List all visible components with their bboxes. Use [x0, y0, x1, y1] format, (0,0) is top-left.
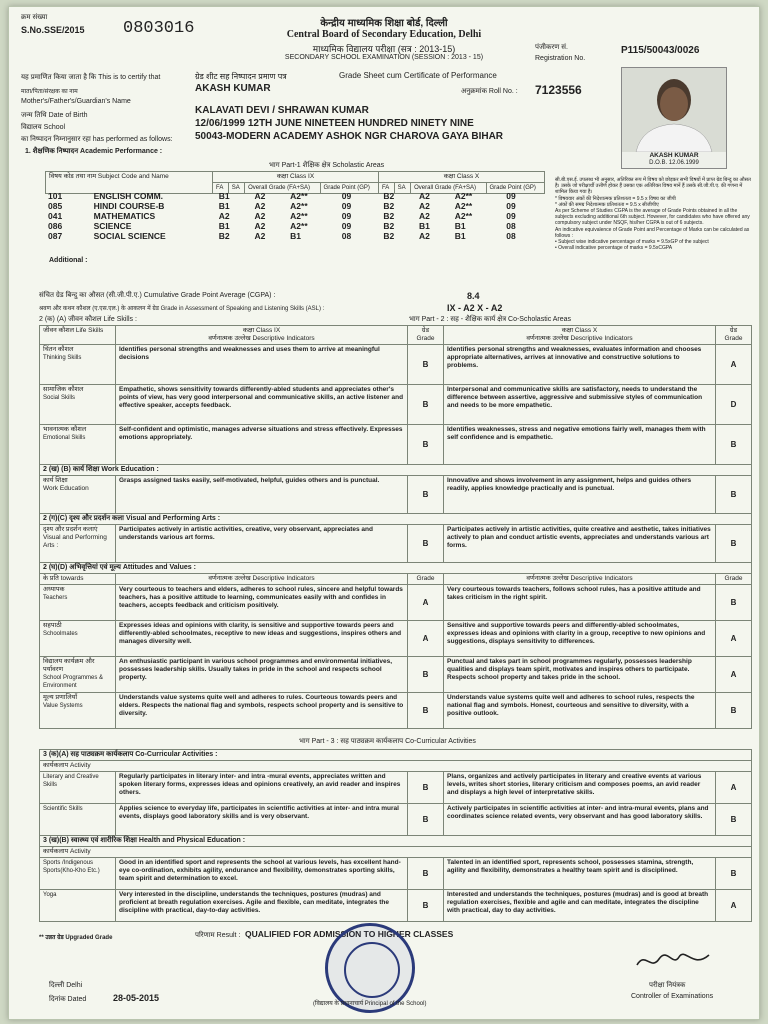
attitude-row-label: [40, 657, 116, 693]
overall10: A2**: [454, 191, 473, 201]
gp10-header: Grade Point (GP): [486, 183, 544, 194]
class9-label: कक्षा Class IX: [242, 327, 281, 334]
certify-line: यह प्रमाणित किया जाता है कि This is to certify that: [21, 74, 161, 81]
academic-section-title: 1. शैक्षणिक निष्पादन Academic Performance :: [25, 148, 163, 155]
overall9: B1: [290, 231, 302, 241]
towards-header: के प्रति towards: [40, 574, 116, 585]
health-row: [40, 858, 752, 890]
attitude-row-grade9: B: [408, 657, 444, 693]
controller-title: Controller of Examinations: [631, 993, 714, 1000]
co-curricular-table: [39, 749, 752, 922]
gp9: 08: [341, 231, 352, 241]
place: दिल्ली Delhi: [49, 982, 83, 989]
overall10: A2**: [454, 211, 473, 221]
life-skill-row-desc9: Empathetic, shows sensitivity towards differently-abled students and appreciates other's points of view, has very good interpersonal and communicative skills, an active listener and effective speaker, accepts feedback.: [116, 385, 408, 425]
work-desc10: Innovative and shows involvement in any assignment, helps and guides others readily, applies knowledge practically and is punctual.: [444, 476, 716, 514]
health-row-desc10: Interested and understands the techniques, postures (mudras) and is good at breath regulation exercises, flexible and agile and can meditate, integrates the discipline with practical, day to day activities.: [444, 890, 716, 922]
life-skills-col-header: जीवन कौशल Life Skills: [40, 326, 116, 345]
photo-name: AKASH KUMAR: [649, 152, 699, 159]
roll-label: अनुक्रमांक Roll No. :: [461, 88, 518, 95]
sa9: A2: [254, 231, 266, 241]
co-curricular-row-desc10: Actively participates in scientific activities at inter- and intra-mural events, plans and coordinates science related events, very observant and has good laboratory skills.: [444, 804, 716, 836]
subject-row: [45, 231, 545, 241]
co-curricular-row-label: [40, 772, 116, 804]
health-row-label: [40, 890, 116, 922]
work-desc9: Grasps assigned tasks easily, self-motivated, helpful, guides others and is punctual.: [116, 476, 408, 514]
attitude-row-desc9: Understands value systems quite well and adheres to rules. Courteous towards peers and elders. Respects the national flag and symbols, respects school property and is sensitive to diversity.: [116, 693, 408, 729]
life-skill-row-label-en: Thinking Skills: [43, 355, 82, 361]
grade9-hi: ग्रेड: [421, 327, 430, 334]
upgraded-note: ** उन्नत ग्रेड Upgraded Grade: [39, 935, 113, 941]
attitude-row: [40, 585, 752, 621]
life-skill-row-label-hi: सामाजिक कौशल: [43, 386, 84, 393]
co-curricular-row-grade10: A: [716, 772, 752, 804]
grade10-header: [716, 326, 752, 345]
sa10: A2: [419, 191, 430, 201]
subject-code: 087: [48, 231, 63, 241]
class9-header: कक्षा Class IX: [213, 172, 379, 183]
work-row: [40, 476, 752, 514]
life-skill-row-grade9: B: [408, 425, 444, 465]
gp10: 09: [506, 191, 516, 201]
registration-label-hi: पंजीकरण सं.: [535, 44, 568, 51]
exam-name-hi: माध्यमिक विद्यालय परीक्षा (सत्र : 2013-15): [312, 44, 456, 54]
fa10: B2: [383, 231, 395, 241]
life-skills-section: 2 (क) (A) जीवन कौशल Life Skills :: [39, 316, 137, 323]
health-row-desc9: Very interested in the discipline, understands the techniques, postures (mudras) and proficient at breath regulation exercises. Agile and flexible, can meditate, integrates the discipline with practical, day-to-day activities.: [116, 890, 408, 922]
certificate-title-hi: ग्रेड शीट सह निष्पादन प्रमाण पत्र: [195, 72, 287, 81]
fa9: B1: [218, 201, 230, 211]
attitude-row-grade10: A: [716, 621, 752, 657]
school-label: विद्यालय School: [21, 124, 66, 131]
gp10: 09: [506, 211, 516, 221]
co-curricular-row-desc9: Regularly participates in literary inter- and intra -mural events, appreciates written and spoken literary forms, expresses ideas and opinions creatively, an avid reader and inspires others.: [116, 772, 408, 804]
cc-section-title: 3 (क)(A) सह पाठ्यक्रम कार्यकलाप Co-Curricular Activities :: [40, 750, 752, 761]
subject-column-header: विषय कोड तथा नाम Subject Code and Name: [46, 172, 213, 194]
visual-row: [40, 525, 752, 563]
co-curricular-row: [40, 772, 752, 804]
fa10: B2: [383, 201, 395, 211]
sa10: A2: [419, 211, 430, 221]
health-row-grade10: A: [716, 890, 752, 922]
work-section-title: 2 (ख) (B) कार्य शिक्षा Work Education :: [40, 465, 752, 476]
subject-code: 101: [48, 191, 63, 201]
person-photo-icon: [622, 68, 726, 152]
parents-label: Mother's/Father's/Guardian's Name: [21, 98, 131, 105]
fa10-header: FA: [378, 183, 394, 194]
subject-name: HINDI COURSE-B: [93, 201, 165, 211]
attitude-row-grade10: A: [716, 657, 752, 693]
work-grade9: B: [408, 476, 444, 514]
overall9: A2**: [290, 201, 308, 211]
att-desc10-header: वर्णनात्मक उल्लेख Descriptive Indicators: [444, 574, 716, 585]
health-row: [40, 890, 752, 922]
result-value: QUALIFIED FOR ADMISSION TO HIGHER CLASSES: [245, 929, 454, 939]
subject-name: ENGLISH COMM.: [93, 191, 164, 201]
overall9: A2**: [290, 221, 308, 231]
visual-en: Visual and Performing Arts :: [43, 534, 107, 549]
class10-label: कक्षा Class X: [561, 327, 598, 334]
grading-notes: [555, 177, 751, 251]
gp9-header: Grade Point (GP): [320, 183, 378, 194]
fa10: B2: [383, 211, 395, 221]
attitude-row-label: [40, 621, 116, 657]
gp9: 09: [341, 191, 352, 201]
attitude-row-label-hi: सहपाठी: [43, 622, 62, 629]
grade10-hi: ग्रेड: [729, 327, 738, 334]
student-photo: [621, 67, 727, 169]
subject-code: 085: [48, 201, 63, 211]
attitude-row-grade9: B: [408, 693, 444, 729]
subject-row: [45, 201, 545, 211]
attitude-row-grade9: A: [408, 585, 444, 621]
fa9: B1: [218, 191, 230, 201]
co-curricular-row-desc9: Applies science to everyday life, participates in scientific activities at inter- and intra mural events, displays good laboratory skills and is very observant.: [116, 804, 408, 836]
note-2: * अंकों की समग्र निदेशात्मक प्रतिशतता = 9.5 x सीजीपीए: [555, 201, 659, 208]
he-activity-header: कार्यकलाप Activity: [40, 847, 752, 858]
sa9: A2: [254, 191, 266, 201]
attitude-row-label-en: Teachers: [43, 595, 68, 601]
subject-code: 041: [48, 211, 63, 221]
asl-value: IX - A2 X - A2: [447, 303, 503, 313]
attitude-row-desc9: Expresses ideas and opinions with clarity, is sensitive and supportive towards peers and differently-abled schoolmates, receptive to new ideas and suggestions, inspires others and manages diversity well.: [116, 621, 408, 657]
school-name: 50043-MODERN ACADEMY ASHOK NGR CHAROVA GAYA BIHAR: [195, 131, 504, 142]
life-skill-row-grade9: B: [408, 345, 444, 385]
result-label: परिणाम Result :: [195, 932, 241, 939]
health-row-desc10: Talented in an identified sport, represents school, possesses stamina, strength, agility and flexibility, demonstrates a healthy team spirit and is disciplined.: [444, 858, 716, 890]
life-skill-row-desc10: Interpersonal and communicative skills are satisfactory, needs to understand the difference between assertive, aggressive and submissive styles of communication and needs to be more empathetic.: [444, 385, 716, 425]
student-name: AKASH KUMAR: [195, 83, 271, 94]
desc9-label: वर्णनात्मक उल्लेख Descriptive Indicators: [208, 335, 315, 342]
attitude-row-desc10: Sensitive and supportive towards peers and differently-abled schoolmates, expresses ideas and opinions with clarity in a group, receptive to new opinions and suggestions, displays sensitivity to differences.: [444, 621, 716, 657]
co-curricular-row-grade9: B: [408, 772, 444, 804]
life-skill-row-grade9: B: [408, 385, 444, 425]
attitude-row-desc10: Very courteous towards teachers, follows school rules, has a positive attitude and takes criticism in the right spirit.: [444, 585, 716, 621]
cgpa-label: संचित ग्रेड बिन्दु का औसत (सी.जी.पी.ए.) Cumulative Grade Point Average (CGPA) :: [39, 292, 276, 299]
visual-desc9: Participates actively in artistic activities, creative, very observant, appreciates and understands various art forms.: [116, 525, 408, 563]
attitude-row-grade9: A: [408, 621, 444, 657]
sa9: A2: [254, 211, 266, 221]
fa9: A2: [218, 211, 230, 221]
attitudes-section-title: 2 (घ)(D) अभिवृत्तियां एवं मूल्य Attitudes and Values :: [40, 563, 752, 574]
attitude-row-label: [40, 585, 116, 621]
att-grade9-header: Grade: [408, 574, 444, 585]
subject-row: [45, 191, 545, 201]
principal-label: (विद्यालय के प्रधानाचार्य Principal of the School): [313, 1001, 427, 1007]
subject-name: MATHEMATICS: [93, 211, 156, 221]
registration-label: Registration No.: [535, 55, 586, 62]
board-name: Central Board of Secondary Education, Delhi: [286, 29, 482, 40]
attitude-row-label-en: Value Systems: [43, 703, 83, 709]
life-skill-row-desc9: Self-confident and optimistic, manages adverse situations and stress effectively. Expresses emotions appropriately.: [116, 425, 408, 465]
grade-sheet: [8, 6, 760, 1020]
co-curricular-row-label-en: Literary and Creative Skills: [43, 774, 99, 788]
certificate-title: Grade Sheet cum Certificate of Performance: [339, 71, 497, 80]
desc10-label: वर्णनात्मक उल्लेख Descriptive Indicators: [526, 335, 633, 342]
fa9-header: FA: [213, 183, 229, 194]
board-name-hi: केन्द्रीय माध्यमिक शिक्षा बोर्ड, दिल्ली: [320, 18, 448, 29]
scholastic-table: [45, 191, 545, 241]
note-1: * विषयवार अंकों की निदेशात्मक प्रतिशतता = 9.5 x विषय का जीपी: [555, 195, 676, 202]
note-5: • Subject wise indicative percentage of marks = 9.5xGP of the subject: [555, 239, 709, 246]
health-row-label-en: Sports /Indigenous Sports(Kho-Kho Etc.): [43, 860, 100, 874]
attitude-row-label-hi: मूल्य प्रणालियाँ: [43, 694, 78, 701]
sa9-header: SA: [228, 183, 244, 194]
health-row-label-en: Yoga: [43, 892, 57, 898]
attitude-row: [40, 693, 752, 729]
life-skill-row-desc10: Identifies weaknesses, stress and negative emotions fairly well, manages them with self confidence and is empathetic.: [444, 425, 716, 465]
co-curricular-row-grade10: B: [716, 804, 752, 836]
work-en: Work Education: [43, 485, 89, 492]
co-curricular-row-grade9: B: [408, 804, 444, 836]
overall10: A2**: [454, 201, 473, 211]
co-curricular-row-label-en: Scientific Skills: [43, 806, 83, 812]
part1-title: भाग Part-1 शैक्षिक क्षेत्र Scholastic Areas: [269, 162, 385, 169]
cc-activity-header: कार्यकलाप Activity: [40, 761, 752, 772]
att-grade10-header: Grade: [716, 574, 752, 585]
overall10: B1: [454, 231, 466, 241]
attitude-row-label-hi: विद्यालय कार्यक्रम और पर्यावरण: [43, 658, 95, 673]
subject-name: SCIENCE: [93, 221, 132, 231]
controller-signature-icon: [633, 947, 713, 975]
life-skill-row: [40, 425, 752, 465]
work-grade10: B: [716, 476, 752, 514]
exam-name: SECONDARY SCHOOL EXAMINATION (SESSION : 2013 - 15): [284, 54, 484, 61]
attitude-row-desc9: Very courteous to teachers and elders, adheres to school rules, sincere and helpful towards teachers, has a positive attitude to learning, communicates easily with and confides in teachers, accepts feedback and criticism positively.: [116, 585, 408, 621]
note-0: सी.बी.एस.ई. उपलब्ध भी अनुसार, अतिरिक्त रूप में विषय को छोड़कर सभी विषयों में प्राप्त ग्रेड बिन्दु का औसत है। उसके जो परीक्षार्थी उत्तीर्ण होकर हैं उसका एक अतिरिक्त विषय मानें हैं उसके सी.जी.पी.ए. की गणना में शामिल किया गया है।: [555, 177, 751, 196]
gp10: 08: [506, 221, 516, 231]
overall9: A2**: [290, 211, 308, 221]
sa10: A2: [419, 231, 430, 241]
note-4: An indicative equivalence of Grade Point and Percentage of Marks can be calculated as follows :: [555, 226, 750, 239]
note-6: • Overall indicative percentage of marks = 9.5xCGPA: [555, 245, 673, 252]
cgpa-value: 8.4: [467, 291, 480, 301]
additional-label: Additional :: [49, 257, 88, 264]
life-skill-row-grade10: D: [716, 385, 752, 425]
he-section-title: 3 (ख)(B) स्वास्थ्य एवं शारीरिक शिक्षा Health and Physical Education :: [40, 836, 752, 847]
fa10: B2: [383, 191, 395, 201]
life-skills-table: [39, 325, 752, 729]
serial-label: S.No.SSE/2015: [21, 25, 85, 35]
visual-grade10: B: [716, 525, 752, 563]
attitude-row-grade10: B: [716, 693, 752, 729]
photo-dob: D.O.B. 12.06.1999: [649, 160, 699, 166]
life-skill-row: [40, 385, 752, 425]
part3-title: भाग Part - 3 : सह पाठ्यक्रम कार्यकलाप Co-Curricular Activities: [299, 738, 476, 745]
overall9-header: Overall Grade (FA+SA): [245, 183, 320, 194]
overall10: B1: [454, 221, 466, 231]
gp10: 09: [506, 201, 516, 211]
grade9-header: [408, 326, 444, 345]
life-skill-row-label-hi: चिंतन कौशल: [43, 346, 74, 353]
grade10-en: Grade: [724, 335, 743, 342]
class9-desc-header: [116, 326, 408, 345]
attitude-row-grade10: B: [716, 585, 752, 621]
gp10: 08: [506, 231, 516, 241]
subject-code: 086: [48, 221, 63, 231]
gp9: 09: [341, 201, 352, 211]
life-skill-row-grade10: B: [716, 425, 752, 465]
subject-row: [45, 221, 545, 231]
fa9: B2: [218, 231, 230, 241]
health-row-grade9: B: [408, 858, 444, 890]
co-curricular-row: [40, 804, 752, 836]
visual-desc10: Participates actively in artistic activities, quite creative and aesthetic, takes initiatives actively to plan and conduct artistic events, appreciates and understands various art forms.: [444, 525, 716, 563]
health-row-grade9: B: [408, 890, 444, 922]
subject-name: SOCIAL SCIENCE: [93, 231, 166, 241]
sa9: A2: [254, 201, 266, 211]
health-row-grade10: B: [716, 858, 752, 890]
life-skill-row-desc9: Identifies personal strengths and weaknesses and uses them to arrive at meaningful decisions: [116, 345, 408, 385]
registration-number: P115/50043/0026: [621, 45, 700, 56]
class10-desc-header: [444, 326, 716, 345]
subject-row: [45, 211, 545, 221]
asl-label: श्रवण और कथन कौशल (ए.एस.एल.) के आकलन में ग्रेड Grade in Assessment of Speaking and Listening Skills (ASL) :: [39, 306, 325, 312]
sa9: A2: [254, 221, 266, 231]
life-skill-row-desc10: Identifies personal strengths and weaknesses, evaluates information and chooses appropriate alternatives, arrives at innovative and constructive solutions to problems.: [444, 345, 716, 385]
gp9: 09: [341, 211, 352, 221]
life-skill-row-label-hi: भावनात्मक कौशल: [43, 426, 87, 433]
fa10: B2: [383, 221, 395, 231]
overall9: A2**: [290, 191, 308, 201]
sa10: A2: [419, 201, 430, 211]
att-desc9-header: वर्णनात्मक उल्लेख Descriptive Indicators: [116, 574, 408, 585]
life-skill-row-label: [40, 385, 116, 425]
attitude-row-desc10: Punctual and takes part in school programmes regularly, possesses leadership qualities and displays team spirit, motivates and inspires others to participate. Respects school property and takes pride in the school.: [444, 657, 716, 693]
note-3: As per Scheme of Studies CGPA is the average of Grade Points obtained in all the subjects excluding additional 6th subject. However, for candidates who have offered any compulsory subject under NSQF, his/her CGPA is out of 6 subjects.: [555, 208, 750, 227]
performed-line: का निष्पादन निम्नानुसार रहा has performed as follows:: [21, 136, 173, 143]
life-skill-row-label-en: Emotional Skills: [43, 435, 86, 441]
life-skill-row-label: [40, 425, 116, 465]
sa10: B1: [419, 221, 430, 231]
co-curricular-row-desc10: Plans, organizes and actively participates in literary and creative events at various levels, writes short stories, literary criticism and composes poems, an avid reader and displays a high level of interpretative skills.: [444, 772, 716, 804]
parents-name: KALAVATI DEVI / SHRAWAN KUMAR: [195, 105, 369, 116]
attitude-row-desc10: Understands value systems quite well and adheres to school rules, respects the national flag and symbols. Honest, courteous and sensitive to diversity, with a positive outlook.: [444, 693, 716, 729]
serial-number: 0803016: [123, 19, 195, 38]
class10-header: कक्षा Class X: [378, 172, 544, 183]
attitude-row: [40, 657, 752, 693]
attitude-row-desc9: An enthusiastic participant in various school programmes and environmental initiatives, possesses leadership skills. Usually takes in pride in the school and respects school property.: [116, 657, 408, 693]
life-skill-row: [40, 345, 752, 385]
parents-label-hi: माता/पिता/संरक्षक का नाम: [21, 89, 78, 95]
health-row-desc9: Good in an identified sport and represents the school at various levels, has excellent hand-eye co-ordination, exhibits agility, endurance and flexibility, demonstrates sporting skills, team spirit and determination to excel.: [116, 858, 408, 890]
overall10-header: Overall Grade (FA+SA): [411, 183, 486, 194]
grade9-en: Grade: [416, 335, 435, 342]
visual-grade9: B: [408, 525, 444, 563]
health-row-label: [40, 858, 116, 890]
attitude-row-label-en: School Programmes & Environment: [43, 675, 104, 689]
life-skill-row-label-en: Social Skills: [43, 395, 76, 401]
fa9: B1: [218, 221, 230, 231]
life-skill-row-label: [40, 345, 116, 385]
part2-title: भाग Part - 2 : सह - शैक्षिक कार्य क्षेत्र Co-Scholastic Areas: [409, 316, 572, 323]
date-value: 28-05-2015: [113, 993, 160, 1003]
attitude-row-label: [40, 693, 116, 729]
visual-section-title: 2 (ग)(C) दृश्य और प्रदर्शन कला Visual and Performing Arts :: [40, 514, 752, 525]
dob-label: जन्म तिथि Date of Birth: [21, 112, 88, 119]
gp9: 09: [341, 221, 352, 231]
work-hi: कार्य शिक्षा: [43, 477, 68, 484]
life-skill-row-grade10: A: [716, 345, 752, 385]
serial-label-hi: क्रम संख्या: [21, 14, 48, 21]
date-of-birth: 12/06/1999 12TH JUNE NINETEEN HUNDRED NINETY NINE: [195, 118, 474, 129]
attitude-row: [40, 621, 752, 657]
co-curricular-row-label: [40, 804, 116, 836]
attitude-row-label-hi: अध्यापक: [43, 586, 65, 593]
roll-number: 7123556: [535, 83, 582, 97]
sa10-header: SA: [394, 183, 410, 194]
attitude-row-label-en: Schoolmates: [43, 631, 78, 637]
date-label: दिनांक Dated: [49, 996, 87, 1003]
controller-title-hi: परीक्षा नियंत्रक: [649, 982, 686, 989]
visual-hi: दृश्य और प्रदर्शन कलाएं: [43, 526, 98, 533]
